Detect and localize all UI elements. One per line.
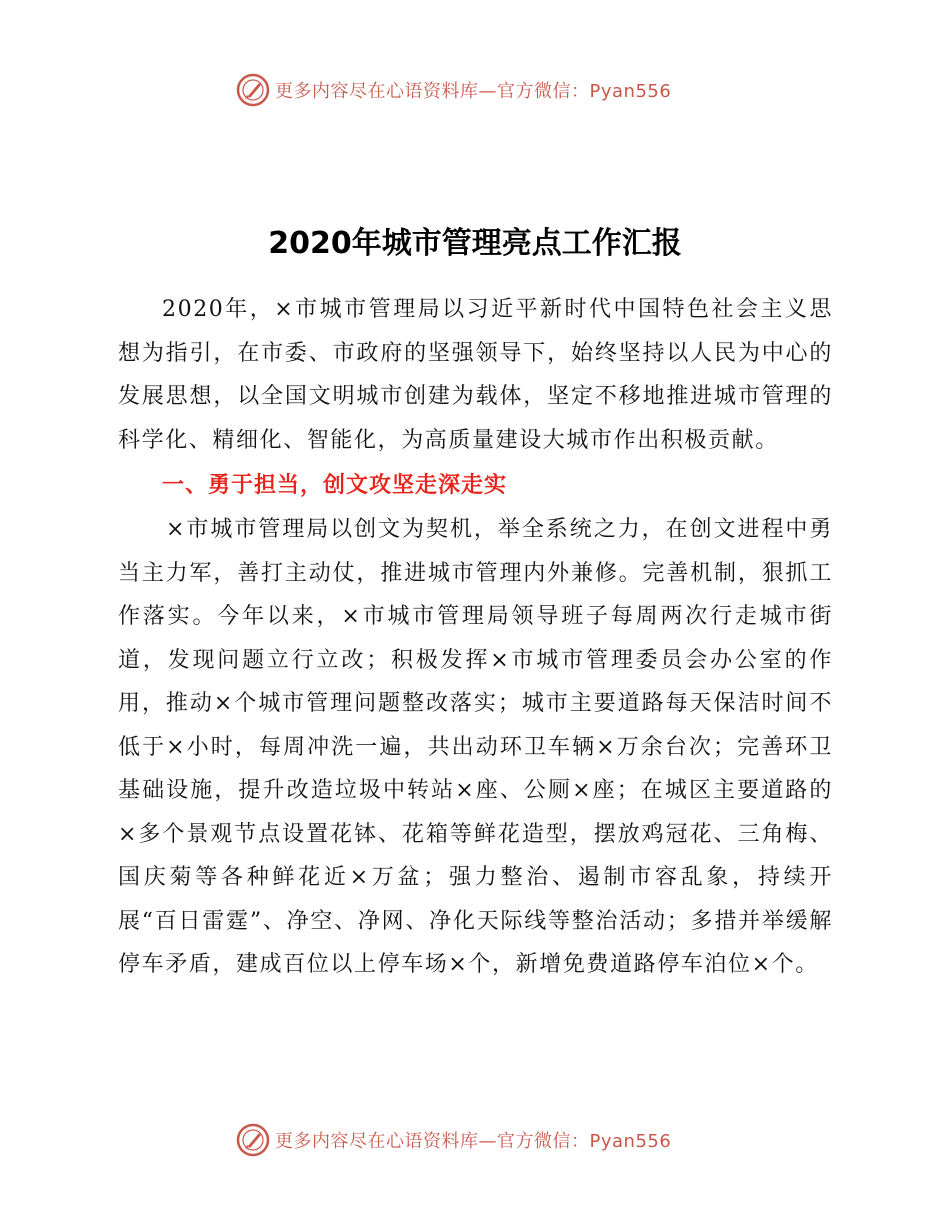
section-heading: 一、勇于担当，创文攻坚走深走实 [162, 473, 508, 498]
document-body [118, 288, 833, 987]
intro-paragraph: 2020年，×市城市管理局以习近平新时代中国特色社会主义思想为指引，在市委、市政府的坚强领导下，始终坚持以人民为中心的发展思想，以全国文明城市创建为载体，坚定不移地推进城市管理的科学化、精细化、智能化，为高质量建设大城市作出积极贡献。 [118, 297, 833, 453]
document-title: 2020年城市管理亮点工作汇报 [268, 226, 682, 261]
stamp-logo-icon [235, 1122, 271, 1158]
section-paragraph: ×市城市管理局以创文为契机，举全系统之力，在创文进程中勇当主力军，善打主动仗，推进城市管理内外兼修。完善机制，狠抓工作落实。今年以来，×市城市管理局领导班子每周两次行走城市街道，发现问题立行立改；积极发挥×市城市管理委员会办公室的作用，推动×个城市管理问题整改落实；城市主要道路每天保洁时间不低于×小时，每周冲洗一遍，共出动环卫车辆×万余台次；完善环卫基础设施，提升改造垃圾中转站×座、公厕×座；在城区主要道路的×多个景观节点设置花钵、花箱等鲜花造型，摆放鸡冠花、三角梅、国庆菊等各种鲜花近×万盆；强力整治、遏制市容乱象，持续开展“百日雷霆”、净空、净网、净化天际线等整治活动；多措并举缓解停车矛盾，建成百位以上停车场×个，新增免费道路停车泊位×个。 [118, 517, 833, 977]
watermark-banner-top [0, 70, 950, 110]
watermark-banner-bottom [0, 1120, 950, 1160]
watermark-text: 更多内容尽在心语资料库—官方微信：Pyan556 [275, 81, 672, 102]
stamp-logo-icon [235, 72, 271, 108]
watermark-text: 更多内容尽在心语资料库—官方微信：Pyan556 [275, 1131, 672, 1152]
